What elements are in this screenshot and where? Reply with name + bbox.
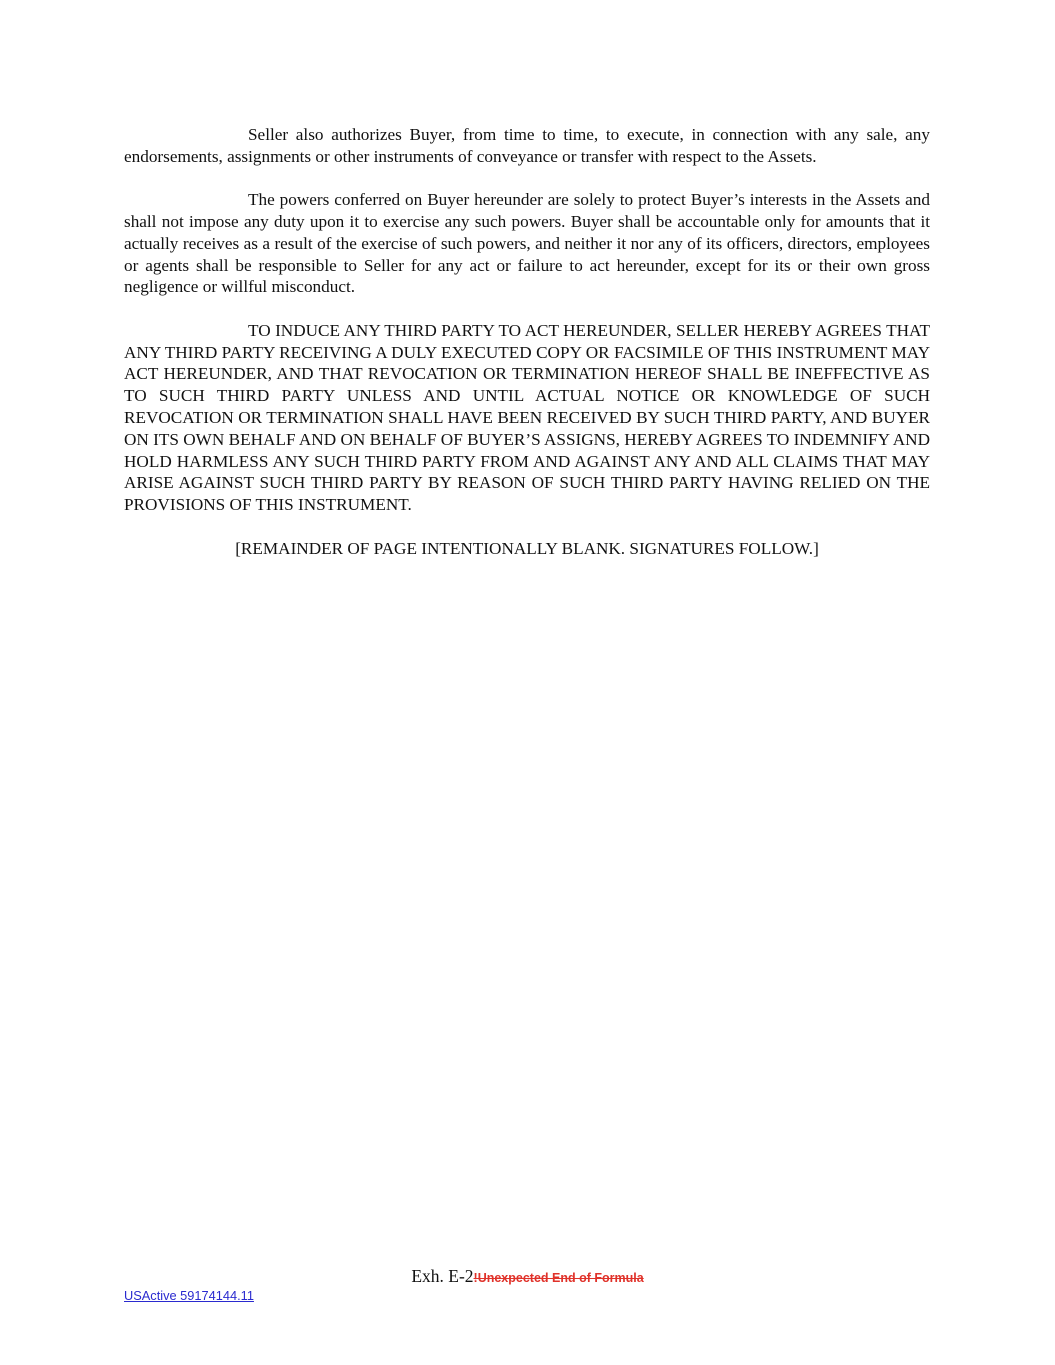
page-label: Exh. E-2: [411, 1266, 474, 1286]
paragraph-authorization: Seller also authorizes Buyer, from time to time, to execute, in connection with any sale, any endorsements, assignments or other instruments of conveyance or transfer with respect to the Assets.: [124, 125, 930, 166]
paragraph-third-party-inducement: TO INDUCE ANY THIRD PARTY TO ACT HEREUNDER, SELLER HEREBY AGREES THAT ANY THIRD PARTY RECEIVING A DULY EXECUTED COPY OR FACSIMILE OF THIS INSTRUMENT MAY ACT HEREUNDER, AND THAT REVOCATION OR TERMINATION HEREOF SHALL BE INEFFECTIVE AS TO SUCH THIRD PARTY UNLESS AND UNTIL ACTUAL NOTICE OR KNOWLEDGE OF SUCH REVOCATION OR TERMINATION SHALL HAVE BEEN RECEIVED BY SUCH THIRD PARTY, AND BUYER ON ITS OWN BEHALF AND ON BEHALF OF BUYER’S ASSIGNS, HEREBY AGREES TO INDEMNIFY AND HOLD HARMLESS ANY SUCH THIRD PARTY FROM AND AGAINST ANY AND ALL CLAIMS THAT MAY ARISE AGAINST SUCH THIRD PARTY BY REASON OF SUCH THIRD PARTY HAVING RELIED ON THE PROVISIONS OF THIS INSTRUMENT.: [124, 320, 930, 515]
paragraph-powers-conferred: The powers conferred on Buyer hereunder are solely to protect Buyer’s interests in the Assets and shall not impose any duty upon it to exercise any such powers. Buyer shall be accountable only for amounts that it actually receives as a result of the exercise of such powers, and neither it nor any of its officers, directors, employees or agents shall be responsible to Seller for any act or failure to act hereunder, except for its or their own gross negligence or willful misconduct.: [124, 190, 930, 297]
document-body: [124, 124, 930, 581]
document-id-link[interactable]: USActive 59174144.11: [124, 1288, 254, 1303]
remainder-blank-note: [REMAINDER OF PAGE INTENTIONALLY BLANK. SIGNATURES FOLLOW.]: [235, 538, 819, 558]
field-error-text: !Unexpected End of Formula: [473, 1271, 644, 1285]
page-footer: [0, 1266, 1055, 1287]
